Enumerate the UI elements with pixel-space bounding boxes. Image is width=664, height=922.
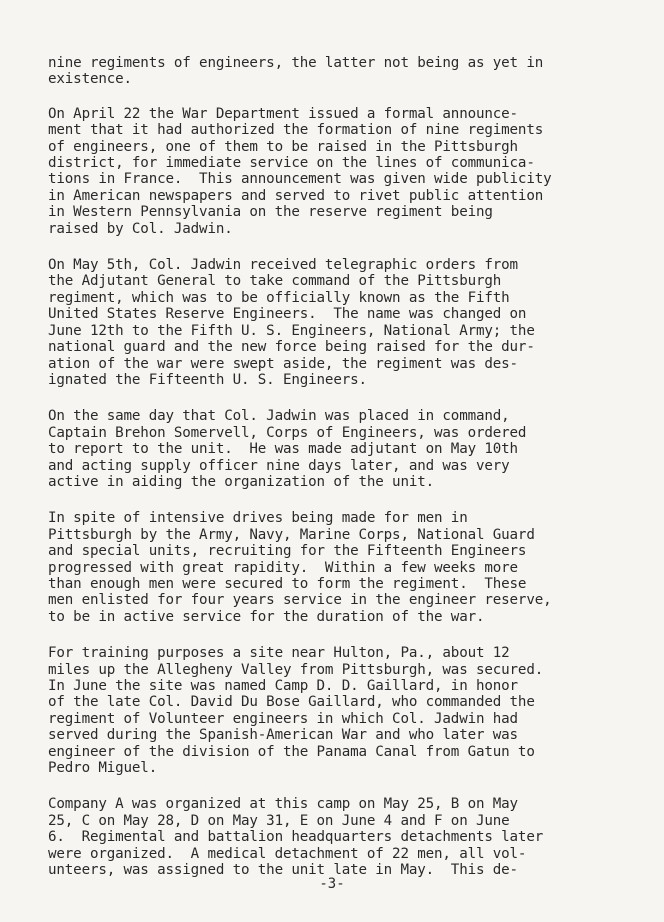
paragraph-telegraphic-orders: On May 5th, Col. Jadwin received telegraphic orders from the Adjutant General to take command of the Pittsburgh regiment, which was to be officially known as the Fifth United States Reserve Engineers. The name was changed on June 12th to the Fifth U. S. Engineers, National Army; the national guard and the new force being raised for the dur- ation of the war were swept aside, the regiment was des- ignated the Fifteenth U. S. Engineers. — [48, 257, 535, 388]
page-number: -3- — [319, 876, 345, 892]
paragraph-recruiting: In spite of intensive drives being made for men in Pittsburgh by the Army, Navy, Marine Corps, National Guard and special units, recruiting for the Fifteenth Engineers progressed with great rapidity. Within a few weeks more than enough men were secured to form the regiment. These men enlisted for four years service in the engineer reserve, to be in active service for the duration of the war. — [48, 510, 552, 625]
paragraph-companies: Company A was organized at this camp on May 25, B on May 25, C on May 28, D on May 31, E on June 4 and F on June 6. Regimental and battalion headquarters detachments later were organized. A medical detachment of 22 men, all vol- unteers, was assigned to the unit late in May. This de- — [48, 796, 544, 879]
paragraph-war-department-announcement: On April 22 the War Department issued a formal announce- ment that it had authorized the formation of nine regiments of engineers, one of them to be raised in the Pittsburgh district, for immediate service on the lines of communica- tions in France. This announcement was given wide publicity in American newspapers and served to rivet public attention in Western Pennsylvania on the reserve regiment being raised by Col. Jadwin. — [48, 105, 552, 237]
paragraph-somervell: On the same day that Col. Jadwin was placed in command, Captain Brehon Somervell, Corps of Engineers, was ordered to report to the unit. He was made adjutant on May 10th and acting supply officer nine days later, and was very active in aiding the organization of the unit. — [48, 408, 527, 490]
paragraph-camp-gaillard: For training purposes a site near Hulton, Pa., about 12 miles up the Allegheny Valley from Pittsburgh, was secured. In June the site was named Camp D. D. Gaillard, in honor of the late Col. David Du Bose Gaillard, who commanded the regiment of Volunteer engineers in which Col. Jadwin had served during the Spanish-American War and who later was engineer of the division of the Panama Canal from Gatun to Pedro Miguel. — [48, 645, 544, 777]
paragraph-continuation: nine regiments of engineers, the latter not being as yet in existence. — [48, 55, 544, 88]
